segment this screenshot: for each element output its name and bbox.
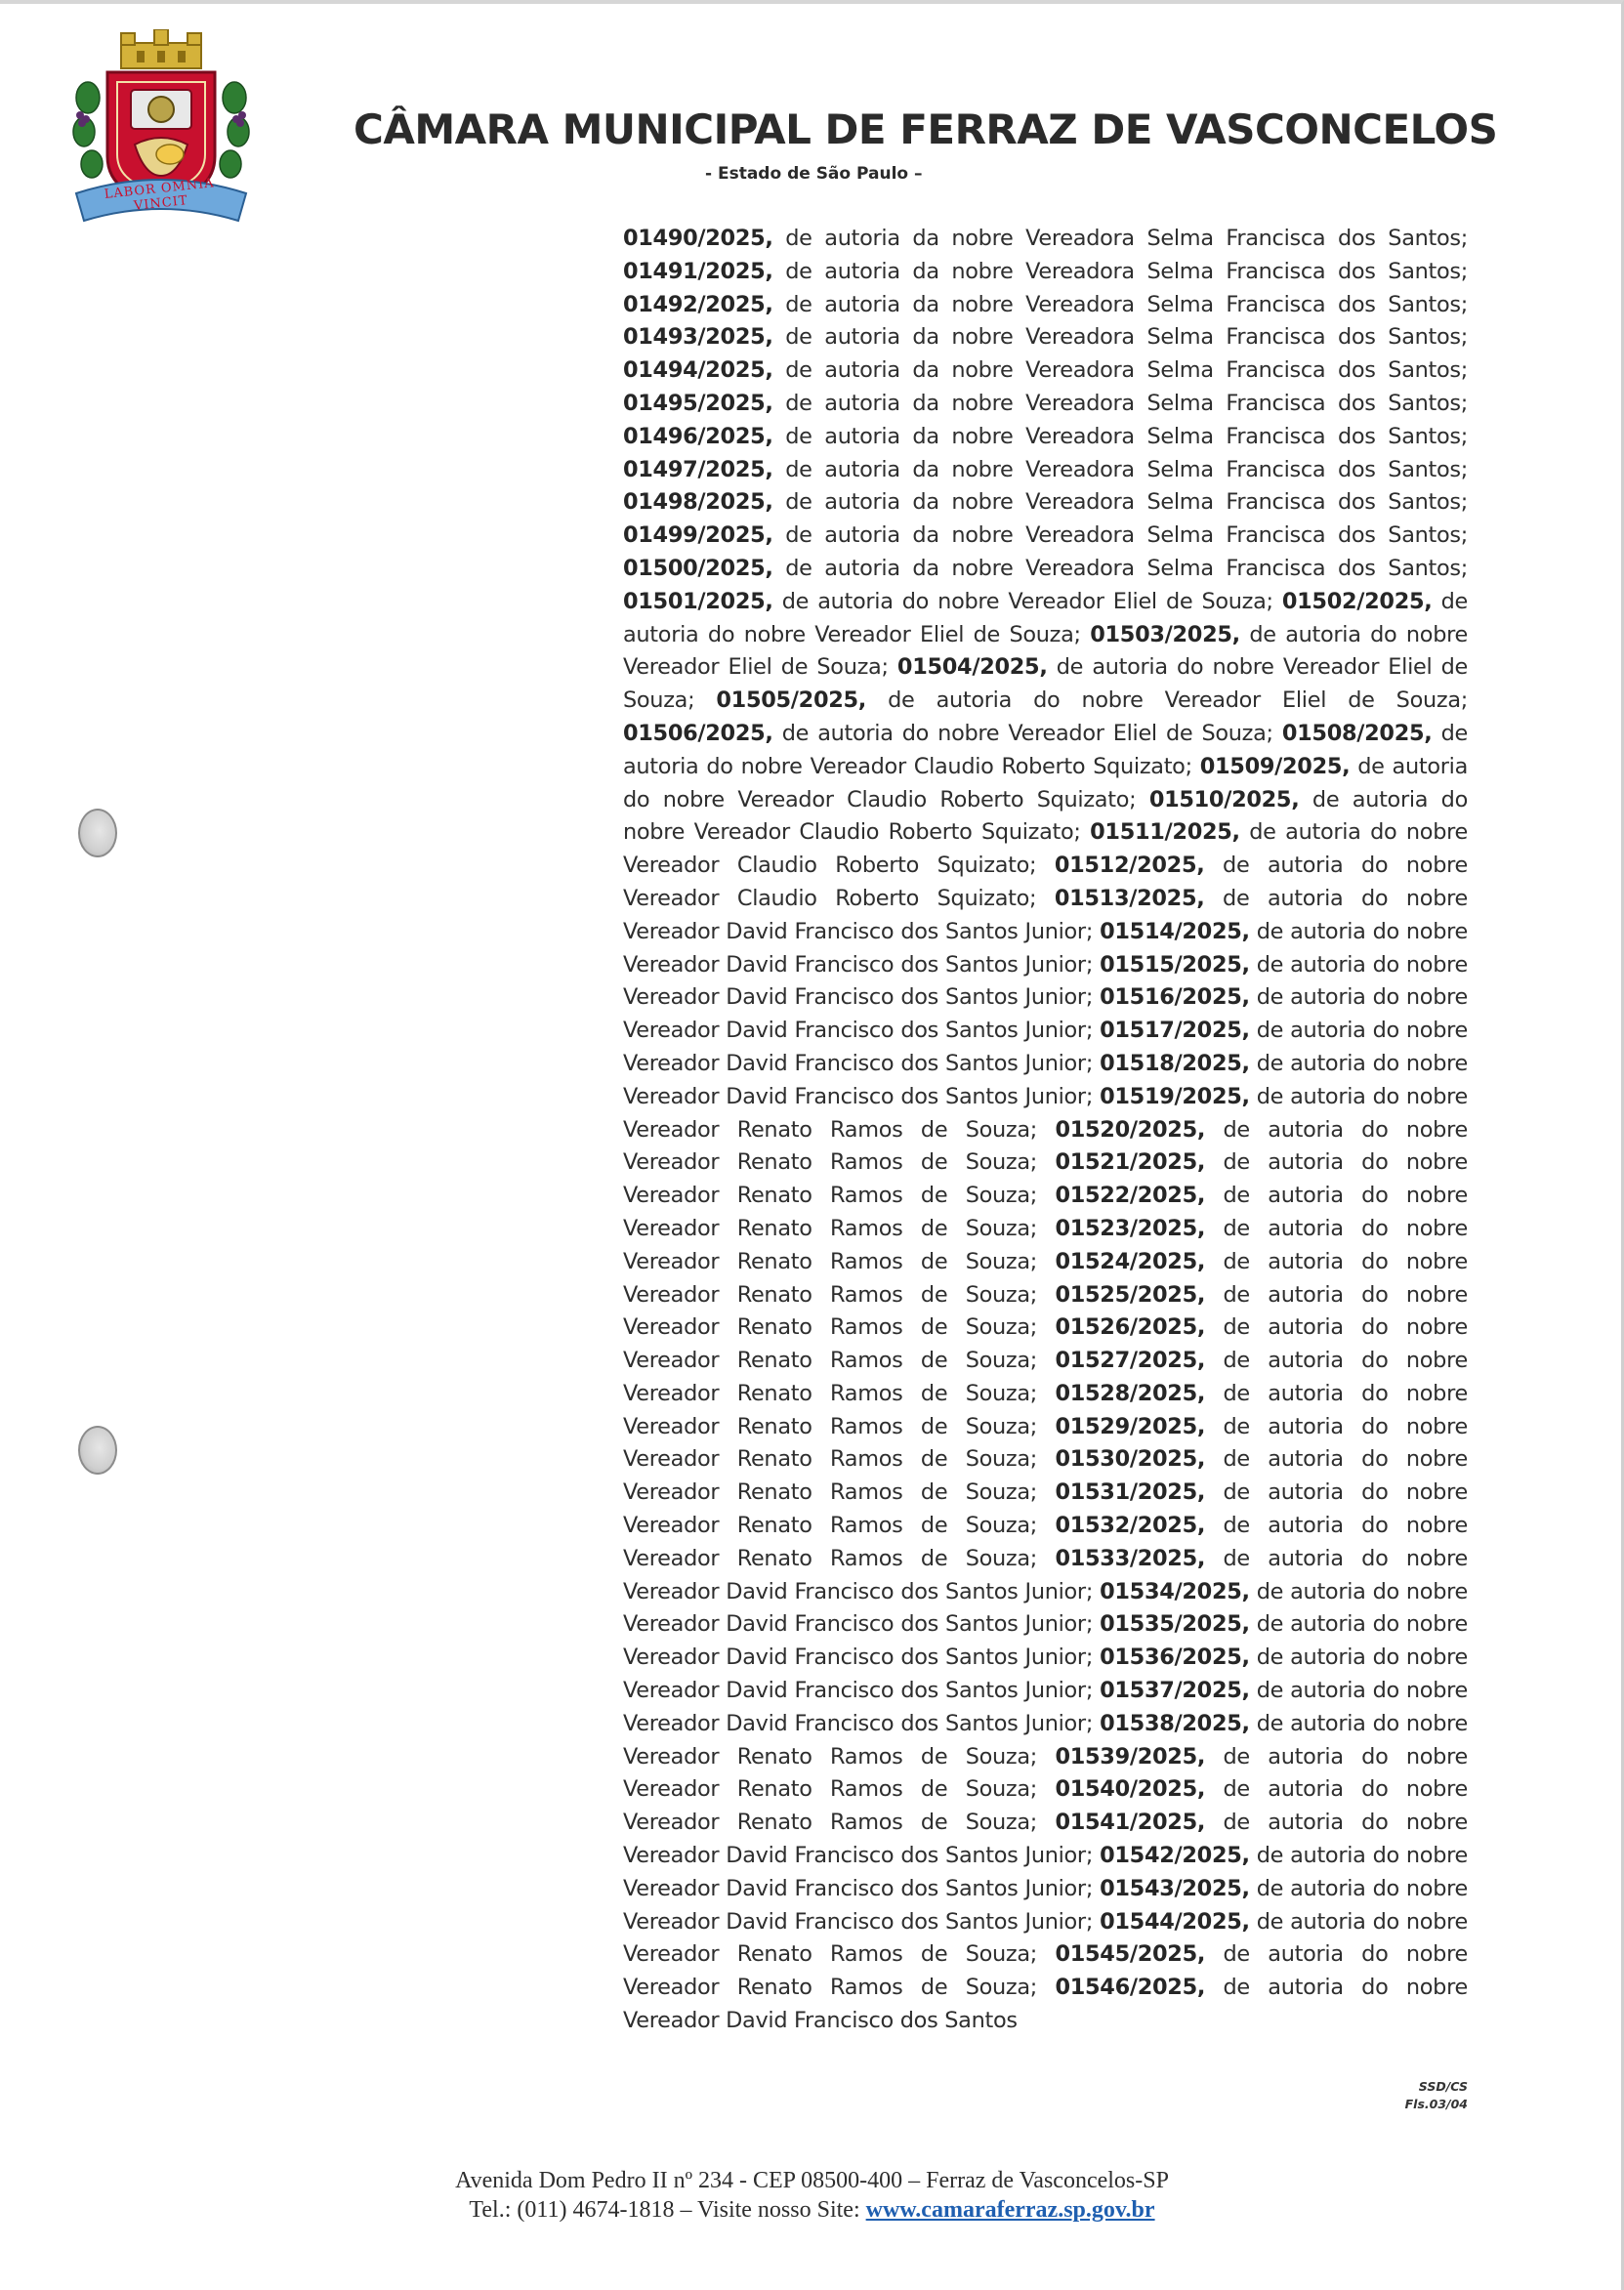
- proposition-author: de autoria da nobre Vereadora Selma Francisca dos Santos;: [772, 390, 1468, 416]
- proposition-number: 01524/2025,: [1055, 1248, 1206, 1274]
- proposition-author: de autoria da nobre Vereadora Selma Francisca dos Santos;: [772, 258, 1468, 284]
- proposition-number: 01531/2025,: [1055, 1479, 1206, 1506]
- proposition-number: 01491/2025,: [623, 258, 773, 284]
- proposition-number: 01517/2025,: [1100, 1018, 1250, 1044]
- proposition-author: de autoria do nobre Vereador Renato Ramos de Souza;: [623, 1479, 1468, 1539]
- proposition-author: de autoria do nobre Vereador Renato Ramos de Souza;: [623, 1743, 1468, 1803]
- proposition-author: de autoria do nobre Vereador Renato Ramos de Souza;: [623, 1380, 1468, 1439]
- proposition-number: 01506/2025,: [623, 720, 773, 746]
- proposition-number: 01546/2025,: [1055, 1975, 1206, 2001]
- proposition-number: 01494/2025,: [623, 357, 773, 384]
- proposition-author: de autoria do nobre Vereador Renato Ramos de Souza;: [623, 1776, 1468, 1836]
- proposition-number: 01535/2025,: [1100, 1611, 1250, 1638]
- proposition-author: de autoria do nobre Vereador David Francisco dos Santos Junior;: [623, 951, 1469, 1011]
- proposition-author: de autoria da nobre Vereadora Selma Francisca dos Santos;: [772, 291, 1468, 317]
- proposition-number: 01499/2025,: [623, 522, 773, 549]
- proposition-author: de autoria do nobre Vereador Eliel de Souza;: [623, 654, 1468, 714]
- proposition-author: de autoria do nobre Vereador Renato Ramos de Souza;: [623, 1941, 1468, 2001]
- proposition-author: de autoria da nobre Vereadora Selma Francisca dos Santos;: [772, 522, 1468, 549]
- proposition-number: 01503/2025,: [1090, 621, 1240, 647]
- proposition-author: de autoria do nobre Vereador Eliel de Souza;: [623, 588, 1468, 647]
- body-paragraph: [623, 223, 1468, 2038]
- proposition-number: 01493/2025,: [623, 324, 773, 351]
- footer-address: Avenida Dom Pedro II nº 234 - CEP 08500-400 – Ferraz de Vasconcelos-SP: [455, 2168, 1169, 2193]
- proposition-number: 01518/2025,: [1100, 1050, 1250, 1076]
- proposition-author: de autoria do nobre Vereador David Francisco dos Santos Junior;: [623, 1843, 1469, 1901]
- page-subtitle: - Estado de São Paulo –: [705, 164, 923, 184]
- punch-hole: [78, 809, 117, 857]
- proposition-author: de autoria do nobre Vereador David Francisco dos Santos Junior;: [623, 984, 1469, 1044]
- proposition-number: 01519/2025,: [1100, 1083, 1250, 1109]
- proposition-number: 01543/2025,: [1100, 1875, 1250, 1901]
- proposition-author: de autoria do nobre Vereador Renato Ramos de Souza;: [623, 1513, 1468, 1571]
- proposition-author: de autoria do nobre Vereador David Francisco dos Santos Junior;: [623, 1875, 1469, 1935]
- proposition-number: 01513/2025,: [1054, 885, 1205, 911]
- proposition-author: de autoria do nobre Vereador David Francisco dos Santos Junior;: [623, 918, 1469, 978]
- proposition-author: de autoria do nobre Vereador Renato Ramos de Souza;: [623, 1348, 1468, 1406]
- proposition-author: de autoria do nobre Vereador Renato Ramos de Souza;: [623, 1281, 1468, 1341]
- proposition-author: de autoria do nobre Vereador Renato Ramos de Souza;: [623, 1908, 1469, 1968]
- proposition-number: 01538/2025,: [1100, 1710, 1250, 1736]
- proposition-number: 01540/2025,: [1055, 1776, 1206, 1803]
- page-title: CÂMARA MUNICIPAL DE FERRAZ DE VASCONCELOS: [354, 105, 1498, 153]
- proposition-author: de autoria do nobre Vereador David Francisco dos Santos Junior;: [623, 1018, 1469, 1076]
- proposition-author: de autoria do nobre Vereador Renato Ramos de Souza;: [623, 1248, 1468, 1308]
- proposition-number: 01530/2025,: [1055, 1446, 1206, 1473]
- proposition-number: 01490/2025,: [623, 226, 773, 251]
- proposition-author: de autoria do nobre Vereador Renato Ramos de Souza;: [623, 1215, 1468, 1274]
- proposition-author: de autoria do nobre Vereador David Francisco dos Santos Junior;: [623, 1578, 1469, 1638]
- proposition-number: 01521/2025,: [1055, 1149, 1206, 1176]
- proposition-author: de autoria do nobre Vereador Renato Ramos de Souza;: [623, 1710, 1469, 1770]
- proposition-author: de autoria do nobre Vereador Claudio Roberto Squizato;: [623, 720, 1468, 779]
- proposition-author: de autoria do nobre Vereador David Francisco dos Santos Junior;: [623, 1545, 1468, 1604]
- proposition-author: de autoria do nobre Vereador Eliel de Souza;: [772, 588, 1282, 614]
- proposition-author: de autoria da nobre Vereadora Selma Francisca dos Santos;: [772, 324, 1468, 351]
- proposition-author: de autoria da nobre Vereadora Selma Francisca dos Santos;: [772, 456, 1468, 482]
- proposition-number: 01526/2025,: [1055, 1314, 1206, 1341]
- proposition-number: 01541/2025,: [1055, 1810, 1206, 1836]
- proposition-author: de autoria do nobre Vereador David Francisco dos Santos Junior;: [623, 885, 1468, 944]
- proposition-author: de autoria do nobre Vereador Claudio Roberto Squizato;: [623, 753, 1468, 812]
- proposition-number: 01542/2025,: [1100, 1843, 1250, 1869]
- site-link[interactable]: www.camaraferraz.sp.gov.br: [865, 2197, 1155, 2223]
- proposition-author: de autoria da nobre Vereadora Selma Francisca dos Santos;: [772, 226, 1468, 251]
- proposition-number: 01502/2025,: [1281, 588, 1433, 614]
- proposition-author: de autoria do nobre Vereador David Francisco dos Santos Junior;: [623, 1611, 1469, 1671]
- proposition-author: de autoria da nobre Vereadora Selma Francisca dos Santos;: [772, 423, 1468, 449]
- punch-hole: [78, 1426, 117, 1475]
- proposition-number: 01532/2025,: [1055, 1513, 1206, 1539]
- ref-sheet: Fls.03/04: [1404, 2097, 1468, 2111]
- crown-icon: [121, 29, 201, 68]
- proposition-number: 01544/2025,: [1100, 1908, 1250, 1935]
- proposition-number: 01537/2025,: [1100, 1678, 1250, 1704]
- proposition-number: 01500/2025,: [623, 555, 773, 581]
- proposition-number: 01525/2025,: [1055, 1281, 1206, 1308]
- proposition-number: 01528/2025,: [1055, 1380, 1206, 1406]
- proposition-author: de autoria do nobre Vereador Renato Ramos de Souza;: [623, 1083, 1469, 1143]
- proposition-author: de autoria do nobre Vereador Renato Ramos de Souza;: [623, 1314, 1468, 1374]
- proposition-number: 01495/2025,: [623, 390, 773, 416]
- proposition-author: de autoria da nobre Vereadora Selma Francisca dos Santos;: [772, 555, 1468, 581]
- ref-code: SSD/CS: [1418, 2079, 1468, 2094]
- proposition-number: 01509/2025,: [1199, 753, 1351, 779]
- proposition-author: de autoria do nobre Vereador Eliel de Souza;: [866, 687, 1468, 714]
- proposition-number: 01508/2025,: [1281, 720, 1433, 746]
- proposition-number: 01534/2025,: [1100, 1578, 1250, 1604]
- proposition-author: de autoria do nobre Vereador David Francisco dos Santos Junior;: [623, 1810, 1468, 1869]
- proposition-author: de autoria do nobre Vereador David Francisco dos Santos Junior;: [623, 1645, 1469, 1704]
- proposition-author: de autoria do nobre Vereador Claudio Roberto Squizato;: [623, 819, 1469, 879]
- proposition-number: 01520/2025,: [1055, 1116, 1206, 1143]
- proposition-number: 01512/2025,: [1054, 853, 1205, 879]
- proposition-number: 01523/2025,: [1055, 1215, 1206, 1241]
- proposition-number: 01511/2025,: [1090, 819, 1240, 846]
- proposition-number: 01497/2025,: [623, 456, 773, 482]
- proposition-author: de autoria do nobre Vereador Renato Ramos de Souza;: [623, 1149, 1468, 1209]
- proposition-number: 01510/2025,: [1148, 786, 1300, 812]
- proposition-number: 01498/2025,: [623, 489, 773, 516]
- proposition-author: de autoria do nobre Vereador Eliel de Souza;: [772, 720, 1282, 746]
- proposition-author: de autoria do nobre Vereador David Francisco dos Santos: [623, 1975, 1468, 2034]
- proposition-author: de autoria do nobre Vereador Renato Ramos de Souza;: [623, 1116, 1468, 1176]
- proposition-number: 01527/2025,: [1055, 1348, 1206, 1374]
- proposition-number: 01545/2025,: [1055, 1941, 1206, 1968]
- proposition-number: 01515/2025,: [1100, 951, 1250, 978]
- proposition-number: 01536/2025,: [1100, 1645, 1250, 1671]
- proposition-author: de autoria do nobre Vereador Claudio Roberto Squizato;: [623, 786, 1468, 846]
- page-reference: [1405, 2078, 1468, 2113]
- proposition-number: 01514/2025,: [1100, 918, 1250, 944]
- proposition-author: de autoria do nobre Vereador David Francisco dos Santos Junior;: [623, 1678, 1469, 1736]
- proposition-number: 01492/2025,: [623, 291, 773, 317]
- proposition-number: 01501/2025,: [623, 588, 773, 614]
- footer-contact: [0, 2197, 1624, 2224]
- proposition-number: 01504/2025,: [896, 654, 1048, 681]
- proposition-author: de autoria do nobre Vereador Eliel de Souza;: [623, 621, 1468, 681]
- proposition-author: de autoria do nobre Vereador Renato Ramos de Souza;: [623, 1446, 1468, 1506]
- proposition-number: 01539/2025,: [1055, 1743, 1206, 1770]
- proposition-number: 01522/2025,: [1055, 1183, 1206, 1209]
- proposition-number: 01516/2025,: [1100, 984, 1250, 1011]
- proposition-number: 01505/2025,: [716, 687, 867, 714]
- proposition-author: de autoria da nobre Vereadora Selma Francisca dos Santos;: [772, 357, 1468, 384]
- proposition-number: 01533/2025,: [1055, 1545, 1206, 1571]
- proposition-author: de autoria do nobre Vereador Renato Ramos de Souza;: [623, 1413, 1468, 1473]
- proposition-author: de autoria da nobre Vereadora Selma Francisca dos Santos;: [772, 489, 1468, 516]
- crest-motto: LABOR OMNIA VINCIT: [104, 176, 216, 214]
- proposition-author: de autoria do nobre Vereador Renato Ramos de Souza;: [623, 1183, 1468, 1241]
- proposition-author: de autoria do nobre Vereador Claudio Roberto Squizato;: [623, 853, 1468, 911]
- proposition-number: 01496/2025,: [623, 423, 773, 449]
- footer-phone: Tel.: (011) 4674-1818 – Visite nosso Site:: [469, 2197, 866, 2223]
- proposition-number: 01529/2025,: [1055, 1413, 1206, 1439]
- proposition-author: de autoria do nobre Vereador David Francisco dos Santos Junior;: [623, 1050, 1469, 1109]
